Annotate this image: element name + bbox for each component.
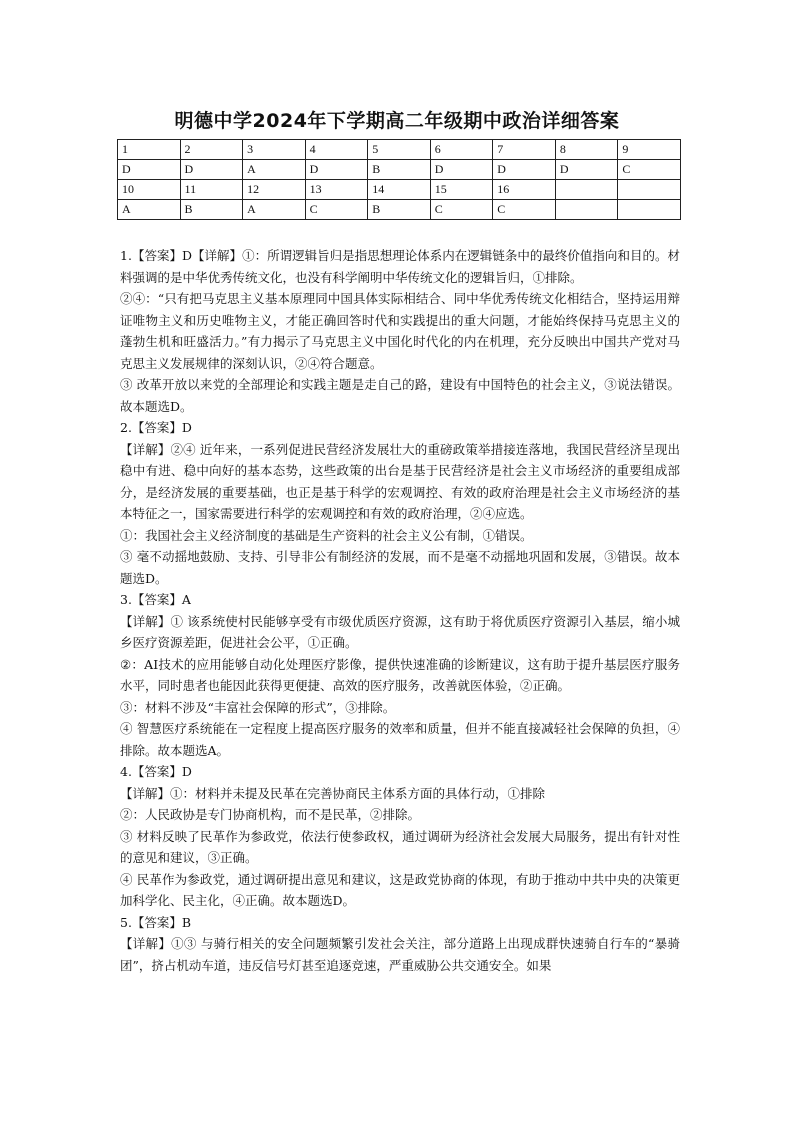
answer-table-cell: A [243,200,306,220]
answer-table-cell: 5 [368,140,431,160]
answer-table-row [118,140,681,160]
explanation-paragraph: 【详解】①：材料并未提及民革在完善协商民主体系方面的具体行动，①排除 [120,785,546,801]
explanation-paragraph: 2.【答案】D [120,420,192,435]
explanation-paragraph: ③ 改革开放以来党的全部理论和实践主题是走自己的路，建设有中国特色的社会主义，③说法错误。故本题选D。 [120,377,680,414]
answer-explanations [120,245,680,976]
answer-table-cell: C [618,160,681,180]
answer-table-cell: 13 [305,180,368,200]
answer-table-cell: A [118,200,181,220]
explanation-paragraph: ②④：“只有把马克思主义基本原理同中国具体实际相结合、同中华优秀传统文化相结合，坚持运用辩证唯物主义和历史唯物主义，才能正确回答时代和实践提出的重大问题，才能始终保持马克思主义的蓬勃生机和旺盛活力。”有力揭示了马克思主义中国化时代化的内在机理，充分反映出中国共产党对马克思主义发展规律的深刻认识，②④符合题意。 [120,291,680,371]
answer-table-row [118,200,681,220]
answer-table-cell [618,180,681,200]
answer-table-cell: 10 [118,180,181,200]
answer-table-cell: C [493,200,556,220]
explanation-paragraph: 【详解】① 该系统使村民能够享受有市级优质医疗资源，这有助于将优质医疗资源引入基层，缩小城乡医疗资源差距，促进社会公平，①正确。 [120,613,680,650]
answer-table-cell: A [243,160,306,180]
answer-table-cell: 12 [243,180,306,200]
answer-table-cell: 15 [430,180,493,200]
answer-table-cell: C [305,200,368,220]
answer-table-cell: 8 [555,140,618,160]
explanation-paragraph: 3.【答案】A [120,592,191,607]
answer-table-cell: B [368,200,431,220]
answer-table-cell: 3 [243,140,306,160]
answer-table-cell: D [430,160,493,180]
page-title: 明德中学2024年下学期高二年级期中政治详细答案 [174,110,620,132]
answer-table-cell: B [368,160,431,180]
answer-table-cell: 11 [180,180,243,200]
answer-table-cell: 16 [493,180,556,200]
explanation-paragraph: ②：人民政协是专门协商机构，而不是民革，②排除。 [120,807,421,822]
explanation-paragraph: ③：材料不涉及“丰富社会保障的形式”，③排除。 [120,699,396,715]
explanation-paragraph: ②：AI技术的应用能够自动化处理医疗影像，提供快速准确的诊断建议，这有助于提升基层医疗服务水平，同时患者也能因此获得更便捷、高效的医疗服务，改善就医体验，②正确。 [120,656,680,693]
answer-table-cell: 6 [430,140,493,160]
explanation-paragraph: ④ 智慧医疗系统能在一定程度上提高医疗服务的效率和质量，但并不能直接减轻社会保障的负担，④排除。故本题选A。 [120,721,680,758]
explanation-paragraph: ③ 材料反映了民革作为参政党，依法行使参政权，通过调研为经济社会发展大局服务，提出有针对性的意见和建议，③正确。 [120,828,680,865]
answer-table-cell: 4 [305,140,368,160]
explanation-paragraph: 【详解】②④ 近年来，一系列促进民营经济发展壮大的重磅政策举措接连落地，我国民营经济呈现出稳中有进、稳中向好的基本态势，这些政策的出台是基于民营经济是社会主义市场经济的重要组成部分，是经济发展的重要基础，也正是基于科学的宏观调控、有效的政府治理是社会主义市场经济的基本特征之一，国家需要进行科学的宏观调控和有效的政府治理，②④应选。 [120,441,680,521]
explanation-paragraph: ③ 毫不动摇地鼓励、支持、引导非公有制经济的发展，而不是毫不动摇地巩固和发展，③错误。故本题选D。 [120,549,680,586]
answer-table-cell: D [118,160,181,180]
explanation-paragraph: ④ 民革作为参政党，通过调研提出意见和建议，这是政党协商的体现，有助于推动中共中央的决策更加科学化、民主化，④正确。故本题选D。 [120,871,680,908]
answer-table-cell: 14 [368,180,431,200]
explanation-paragraph: 5.【答案】B [120,914,192,930]
answer-table-cell [555,200,618,220]
answer-table-cell: 7 [493,140,556,160]
answer-table-row [118,180,681,200]
answer-table-cell: B [180,200,243,220]
explanation-paragraph: 4.【答案】D [120,764,192,779]
answer-table-cell: 2 [180,140,243,160]
answer-table-cell: 1 [118,140,181,160]
answer-table-cell: D [180,160,243,180]
explanation-paragraph: 【详解】①③ 与骑行相关的安全问题频繁引发社会关注，部分道路上出现成群快速骑自行车的“暴骑团”，挤占机动车道，违反信号灯甚至追逐竞速，严重威胁公共交通安全。如果 [120,936,680,973]
answer-table [117,139,681,220]
answer-table-cell [618,200,681,220]
answer-table-cell: D [555,160,618,180]
explanation-paragraph: ①：我国社会主义经济制度的基础是生产资料的社会主义公有制，①错误。 [120,527,533,543]
answer-table-cell: D [305,160,368,180]
answer-table-cell: D [493,160,556,180]
answer-table-row [118,160,681,180]
explanation-paragraph: 1.【答案】D【详解】①：所谓逻辑旨归是指思想理论体系内在逻辑链条中的最终价值指向和目的。材料强调的是中华优秀传统文化，也没有科学阐明中华传统文化的逻辑旨归，①排除。 [120,248,680,285]
answer-table-cell [555,180,618,200]
answer-table-cell: C [430,200,493,220]
answer-table-cell: 9 [618,140,681,160]
